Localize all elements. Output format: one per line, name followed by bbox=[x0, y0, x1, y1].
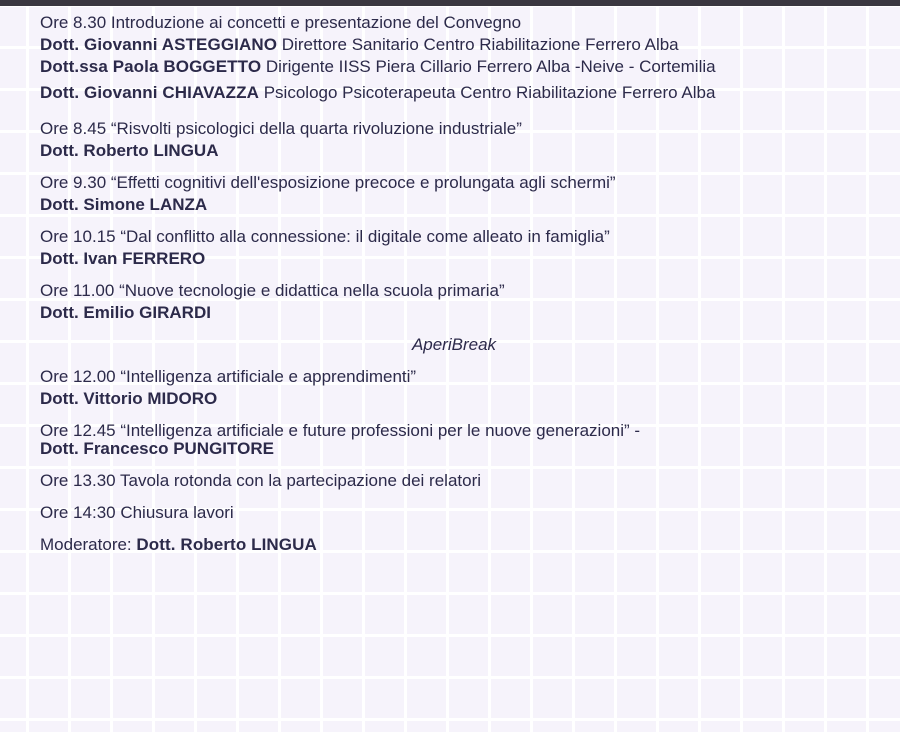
intro-block bbox=[40, 12, 868, 104]
session-item bbox=[40, 280, 868, 324]
session-speaker: Dott. Roberto LINGUA bbox=[40, 141, 219, 160]
session-item bbox=[40, 172, 868, 216]
session-item bbox=[40, 226, 868, 270]
session-item bbox=[40, 366, 868, 410]
session-title: Ore 8.45 “Risvolti psicologici della quarta rivoluzione industriale” bbox=[40, 119, 522, 138]
moderator-name: Dott. Roberto LINGUA bbox=[136, 535, 317, 554]
session-title: Ore 12.00 “Intelligenza artificiale e apprendimenti” bbox=[40, 367, 417, 386]
intro-title: Ore 8.30 Introduzione ai concetti e presentazione del Convegno bbox=[40, 13, 522, 32]
session-item bbox=[40, 118, 868, 162]
speaker-name: Dott. Giovanni ASTEGGIANO bbox=[40, 35, 278, 54]
speaker-name: Dott. Giovanni CHIAVAZZA bbox=[40, 83, 259, 102]
round-table-item bbox=[40, 470, 868, 492]
session-speaker: Dott. Emilio GIRARDI bbox=[40, 303, 211, 322]
closing-item bbox=[40, 502, 868, 524]
session-title: Ore 9.30 “Effetti cognitivi dell'esposizione precoce e prolungata agli schermi” bbox=[40, 173, 616, 192]
session-title: Ore 12.45 “Intelligenza artificiale e future professioni per le nuove generazioni” - bbox=[40, 421, 641, 440]
session-speaker: Dott. Francesco PUNGITORE bbox=[40, 439, 274, 458]
moderator-item bbox=[40, 534, 868, 556]
intro-speaker bbox=[40, 34, 868, 56]
speaker-name: Dott.ssa Paola BOGGETTO bbox=[40, 57, 262, 76]
speaker-role: Psicologo Psicoterapeuta Centro Riabilitazione Ferrero Alba bbox=[263, 83, 716, 102]
speaker-role: Direttore Sanitario Centro Riabilitazione Ferrero Alba bbox=[281, 35, 679, 54]
session-speaker: Dott. Vittorio MIDORO bbox=[40, 389, 218, 408]
top-border bbox=[0, 0, 900, 6]
session-title: Ore 11.00 “Nuove tecnologie e didattica nella scuola primaria” bbox=[40, 281, 505, 300]
speaker-role: Dirigente IISS Piera Cillario Ferrero Alba -Neive - Cortemilia bbox=[265, 57, 716, 76]
aperibreak-label: AperiBreak bbox=[411, 335, 497, 354]
session-title: Ore 10.15 “Dal conflitto alla connessione: il digitale come alleato in famiglia” bbox=[40, 227, 610, 246]
session-speaker: Dott. Simone LANZA bbox=[40, 195, 208, 214]
session-speaker: Dott. Ivan FERRERO bbox=[40, 249, 206, 268]
conference-program bbox=[40, 12, 868, 556]
session-item bbox=[40, 420, 868, 460]
moderator-label: Moderatore: bbox=[40, 535, 132, 554]
round-table-text: Ore 13.30 Tavola rotonda con la partecipazione dei relatori bbox=[40, 471, 482, 490]
intro-speaker bbox=[40, 56, 868, 78]
closing-text: Ore 14:30 Chiusura lavori bbox=[40, 503, 234, 522]
intro-speaker bbox=[40, 82, 868, 104]
